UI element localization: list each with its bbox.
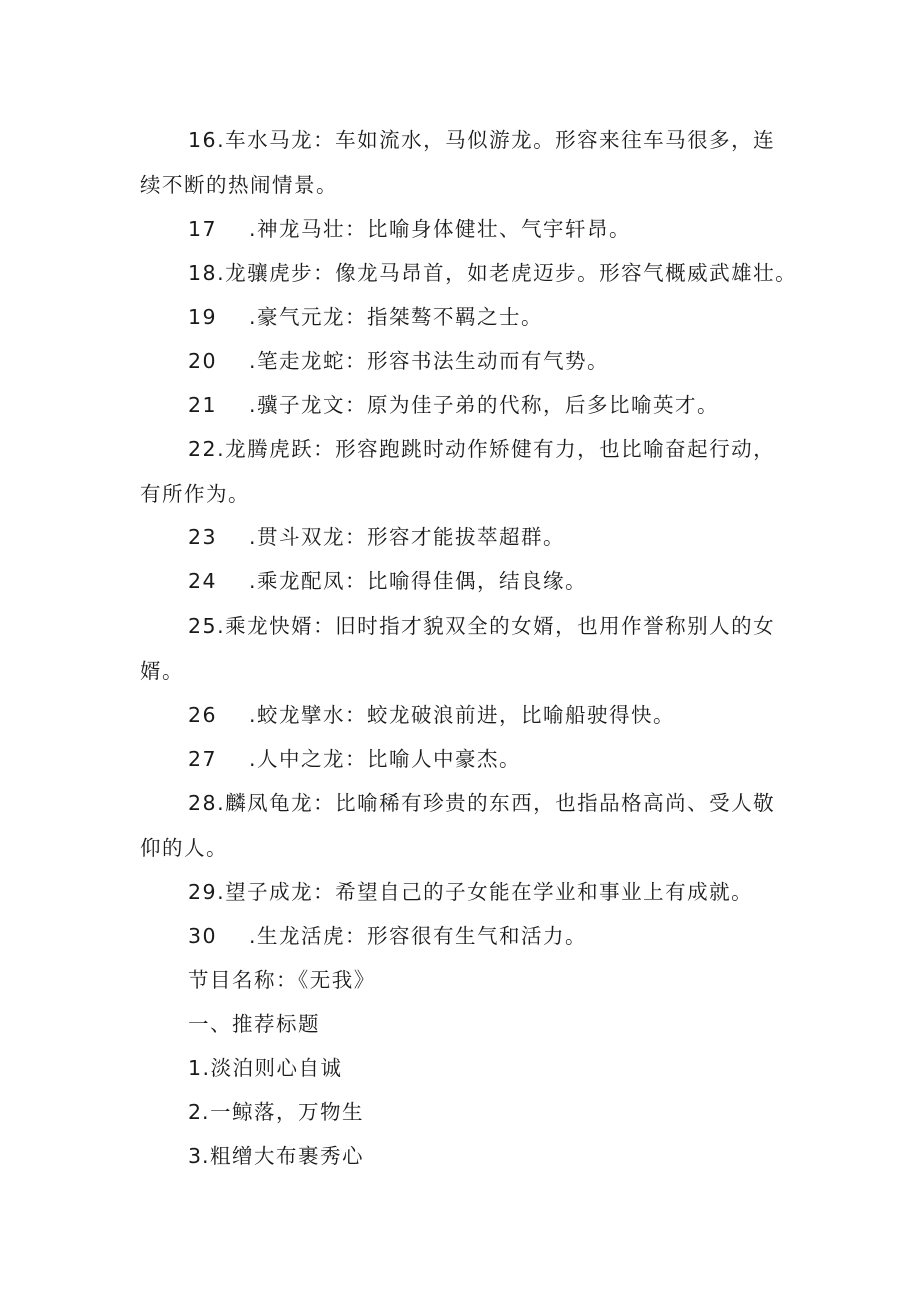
item-text: .生龙活虎：形容很有生气和活力。 [249, 924, 588, 948]
item-number: 20 [188, 349, 218, 373]
list-item [188, 701, 675, 729]
item-text-continued: 有所作为。 [140, 482, 250, 506]
item-number: 19 [188, 305, 218, 329]
item-text: .神龙马壮：比喻身体健壮、气宇轩昂。 [249, 217, 632, 241]
item-number: 30 [188, 924, 218, 948]
list-item [188, 303, 543, 331]
item-number: 27 [188, 747, 218, 771]
item-text: .骥子龙文：原为佳子弟的代称，后多比喻英才。 [249, 393, 720, 417]
title-item [188, 1142, 364, 1170]
item-number: 25 [188, 614, 218, 638]
item-text: .乘龙快婿：旧时指才貌双全的女婿，也用作誉称别人的女 [217, 614, 776, 638]
item-number: 26 [188, 703, 218, 727]
item-text-continued: 婿。 [140, 659, 184, 683]
item-number: 24 [188, 569, 218, 593]
list-item [188, 922, 587, 950]
item-number: 21 [188, 393, 218, 417]
item-text: .麟凤龟龙：比喻稀有珍贵的东西，也指品格高尚、受人敬 [217, 791, 776, 815]
item-text: .蛟龙擘水：蛟龙破浪前进，比喻船驶得快。 [249, 703, 676, 727]
item-number: 29 [188, 880, 218, 904]
list-item [188, 523, 565, 551]
title-text: .一鲸落，万物生 [202, 1100, 365, 1124]
list-item [188, 612, 775, 640]
title-number: 3 [188, 1144, 203, 1168]
item-text-continued: 仰的人。 [140, 836, 228, 860]
list-item [188, 391, 719, 419]
list-item [188, 126, 775, 154]
list-item [188, 745, 521, 773]
list-item [188, 259, 797, 287]
title-number: 1. [188, 1056, 211, 1080]
list-item [188, 878, 753, 906]
title-text: .粗缯大布裹秀心 [202, 1144, 365, 1168]
item-number: 28 [188, 791, 218, 815]
item-text: .车水马龙：车如流水，马似游龙。形容来往车马很多，连 [217, 128, 776, 152]
item-number: 22 [188, 437, 218, 461]
list-item-continuation [140, 657, 184, 685]
item-number: 23 [188, 525, 218, 549]
item-number: 17 [188, 217, 218, 241]
item-text: .乘龙配凤：比喻得佳偶，结良缘。 [249, 569, 588, 593]
item-text: .望子成龙：希望自己的子女能在学业和事业上有成就。 [217, 880, 754, 904]
item-number: 16 [188, 128, 218, 152]
list-item [188, 567, 587, 595]
list-item-continuation [140, 834, 228, 862]
item-text: .人中之龙：比喻人中豪杰。 [249, 747, 522, 771]
title-item [188, 1098, 364, 1126]
list-item [188, 789, 775, 817]
item-number: 18 [188, 261, 218, 285]
program-name: 节目名称：《无我》 [188, 968, 376, 992]
item-text: .豪气元龙：指桀骜不羁之士。 [249, 305, 544, 329]
list-item [188, 435, 775, 463]
list-item-continuation [140, 171, 338, 199]
title-number: 2 [188, 1100, 203, 1124]
list-item-continuation [140, 480, 250, 508]
title-item [188, 1054, 343, 1082]
title-text: 淡泊则心自诚 [210, 1056, 343, 1080]
item-text: .贯斗双龙：形容才能拔萃超群。 [249, 525, 566, 549]
list-item [188, 347, 609, 375]
section-title: 一、推荐标题 [188, 1012, 320, 1036]
item-text: .笔走龙蛇：形容书法生动而有气势。 [249, 349, 610, 373]
item-text-continued: 续不断的热闹情景。 [140, 173, 338, 197]
item-text: .龙腾虎跃：形容跑跳时动作矫健有力，也比喻奋起行动， [217, 437, 776, 461]
list-item [188, 215, 631, 243]
item-text: .龙骧虎步：像龙马昂首，如老虎迈步。形容气概威武雄壮。 [217, 261, 798, 285]
